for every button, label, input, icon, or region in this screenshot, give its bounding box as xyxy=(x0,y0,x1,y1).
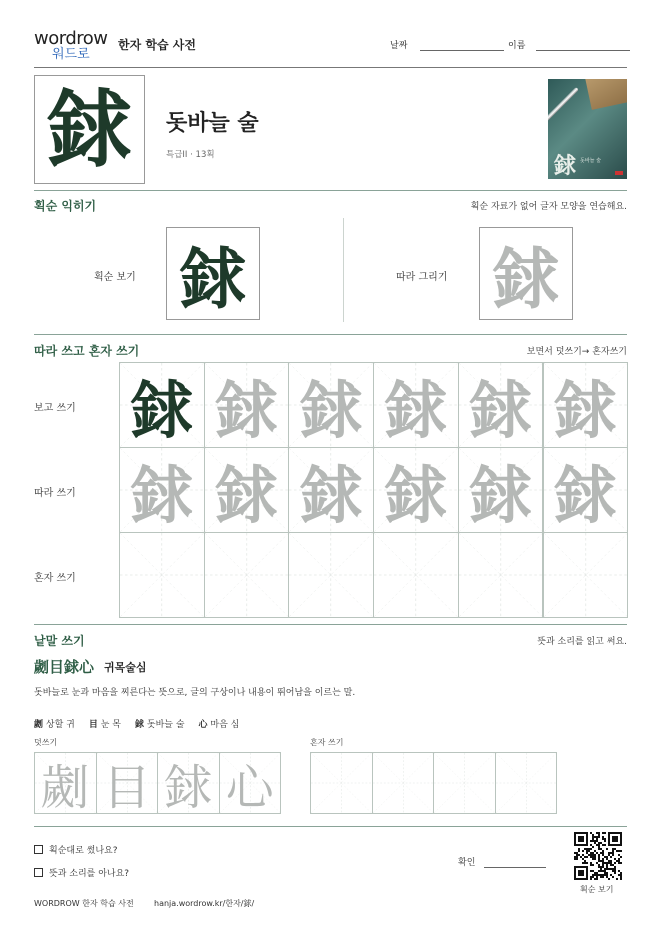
word-alone-cell[interactable] xyxy=(495,752,558,814)
logo-top: wordrow xyxy=(34,28,108,49)
practice-row-label-2: 따라 쓰기 xyxy=(34,488,76,499)
header-rule xyxy=(34,67,627,68)
confirm-label: 확인 xyxy=(458,858,476,868)
glossary-item: 銶 돗바늘 술 xyxy=(134,720,185,730)
practice-cell[interactable] xyxy=(543,532,629,618)
word-trace-label: 덧쓰기 xyxy=(34,738,58,747)
practice-char: 銶 xyxy=(384,373,447,447)
needle-icon xyxy=(548,87,579,148)
practice-cell[interactable] xyxy=(119,532,205,618)
practice-char: 銶 xyxy=(554,458,617,532)
word-trace-char: 目 xyxy=(102,759,151,814)
practice-char: 銶 xyxy=(215,458,278,532)
hanja-char: 銶 xyxy=(47,79,132,179)
name-line[interactable] xyxy=(536,50,630,51)
practice-char: 銶 xyxy=(554,373,617,447)
rule-3 xyxy=(34,624,627,625)
word-trace-cell[interactable] xyxy=(157,752,220,814)
checklist-label: 획순대로 썼나요? xyxy=(49,846,118,856)
date-field[interactable] xyxy=(390,38,504,51)
stroke-trace-label: 따라 그리기 xyxy=(396,272,448,283)
practice-char: 銶 xyxy=(300,373,363,447)
practice-cell[interactable] xyxy=(543,362,629,448)
word-hanja: 劌目銶心 xyxy=(34,658,95,676)
stroke-divider xyxy=(343,218,344,322)
confirm-line[interactable] xyxy=(484,867,546,868)
date-line[interactable] xyxy=(420,50,504,51)
practice-cell[interactable] xyxy=(373,362,459,448)
practice-cell[interactable] xyxy=(373,447,459,533)
date-label: 날짜 xyxy=(390,41,408,51)
brand-title: 한자 학습 사전 xyxy=(118,38,196,52)
word-alone-cell[interactable] xyxy=(372,752,435,814)
logo-bottom: 워드로 xyxy=(52,47,90,62)
practice-cell[interactable] xyxy=(204,447,290,533)
practice-cell[interactable] xyxy=(119,447,205,533)
thumbnail-image xyxy=(548,79,627,179)
stroke-see-label: 획순 보기 xyxy=(94,272,136,283)
hanja-meaning: 돗바늘 술 xyxy=(166,111,259,136)
thumbnail-badge xyxy=(615,171,623,175)
checklist-label: 뜻과 소리를 아나요? xyxy=(49,869,130,879)
checklist-item[interactable] xyxy=(34,866,129,879)
word-trace-char: 心 xyxy=(225,759,274,814)
word-alone-cell[interactable] xyxy=(310,752,373,814)
practice-cell[interactable] xyxy=(119,362,205,448)
practice-section-title: 따라 쓰고 혼자 쓰기 xyxy=(34,344,140,358)
practice-char: 銶 xyxy=(130,458,193,532)
thumbnail-caption: 돗바늘 술 xyxy=(580,158,601,164)
practice-row-label-1: 보고 쓰기 xyxy=(34,403,76,414)
qr-code[interactable] xyxy=(574,832,622,880)
practice-cell[interactable] xyxy=(204,532,290,618)
word-trace-char: 劌 xyxy=(41,759,90,814)
practice-cell[interactable] xyxy=(288,532,374,618)
stroke-section-title: 획순 익히기 xyxy=(34,199,97,213)
thumbnail-char: 銶 xyxy=(554,153,577,179)
practice-cell[interactable] xyxy=(458,362,544,448)
practice-char: 銶 xyxy=(215,373,278,447)
word-alone-cell[interactable] xyxy=(433,752,496,814)
practice-cell[interactable] xyxy=(288,447,374,533)
practice-cell[interactable] xyxy=(458,447,544,533)
footer-brand: WORDROW 한자 학습 사전 xyxy=(34,899,134,908)
practice-char: 銶 xyxy=(469,458,532,532)
word-alone-label: 혼자 쓰기 xyxy=(310,738,344,747)
name-label: 이름 xyxy=(508,41,526,51)
stroke-see-char: 銶 xyxy=(180,240,246,318)
rule-2 xyxy=(34,334,627,335)
rule-1 xyxy=(34,190,627,191)
word-trace-char: 銶 xyxy=(164,759,213,814)
hanja-box xyxy=(34,75,145,184)
practice-char: 銶 xyxy=(384,458,447,532)
qr-label: 획순 보기 xyxy=(580,885,614,894)
glossary-item: 心 마음 심 xyxy=(198,720,240,730)
practice-cell[interactable] xyxy=(458,532,544,618)
practice-row-label-3: 혼자 쓰기 xyxy=(34,573,76,584)
practice-cell[interactable] xyxy=(373,532,459,618)
name-field[interactable] xyxy=(508,38,630,51)
word-definition: 돗바늘로 눈과 마음을 찌른다는 뜻으로, 글의 구상이나 내용이 뛰어남을 이르는 말. xyxy=(34,688,356,698)
footer-url[interactable]: hanja.wordrow.kr/한자/銶/ xyxy=(154,899,255,908)
words-section-title: 낱말 쓰기 xyxy=(34,634,85,648)
words-note: 뜻과 소리를 읽고 써요. xyxy=(537,637,627,647)
logo[interactable] xyxy=(34,30,114,66)
checkbox[interactable] xyxy=(34,868,43,877)
stroke-note: 획순 자료가 없어 글자 모양을 연습해요. xyxy=(470,202,627,212)
practice-char: 銶 xyxy=(130,373,193,447)
confirm-field[interactable] xyxy=(458,855,546,868)
hanja-meta: 특급II · 13획 xyxy=(166,150,215,160)
glossary xyxy=(34,717,239,730)
stroke-trace-box[interactable] xyxy=(479,227,573,320)
glossary-item: 目 눈 목 xyxy=(88,720,121,730)
checkbox[interactable] xyxy=(34,845,43,854)
word-reading: 귀목술심 xyxy=(104,661,147,674)
stroke-see-box xyxy=(166,227,260,320)
glossary-item: 劌 상할 귀 xyxy=(34,720,75,730)
word-trace-cell[interactable] xyxy=(96,752,159,814)
qr-code-graphic xyxy=(574,832,622,880)
practice-char: 銶 xyxy=(300,458,363,532)
practice-note: 보면서 덧쓰기→ 혼자쓰기 xyxy=(526,347,627,357)
practice-cell[interactable] xyxy=(288,362,374,448)
stroke-trace-char: 銶 xyxy=(493,240,559,318)
word-trace-cell[interactable] xyxy=(219,752,282,814)
rule-4 xyxy=(34,826,627,827)
practice-cell[interactable] xyxy=(204,362,290,448)
word-trace-cell[interactable] xyxy=(34,752,97,814)
practice-cell[interactable] xyxy=(543,447,629,533)
practice-char: 銶 xyxy=(469,373,532,447)
checklist-item[interactable] xyxy=(34,843,118,856)
